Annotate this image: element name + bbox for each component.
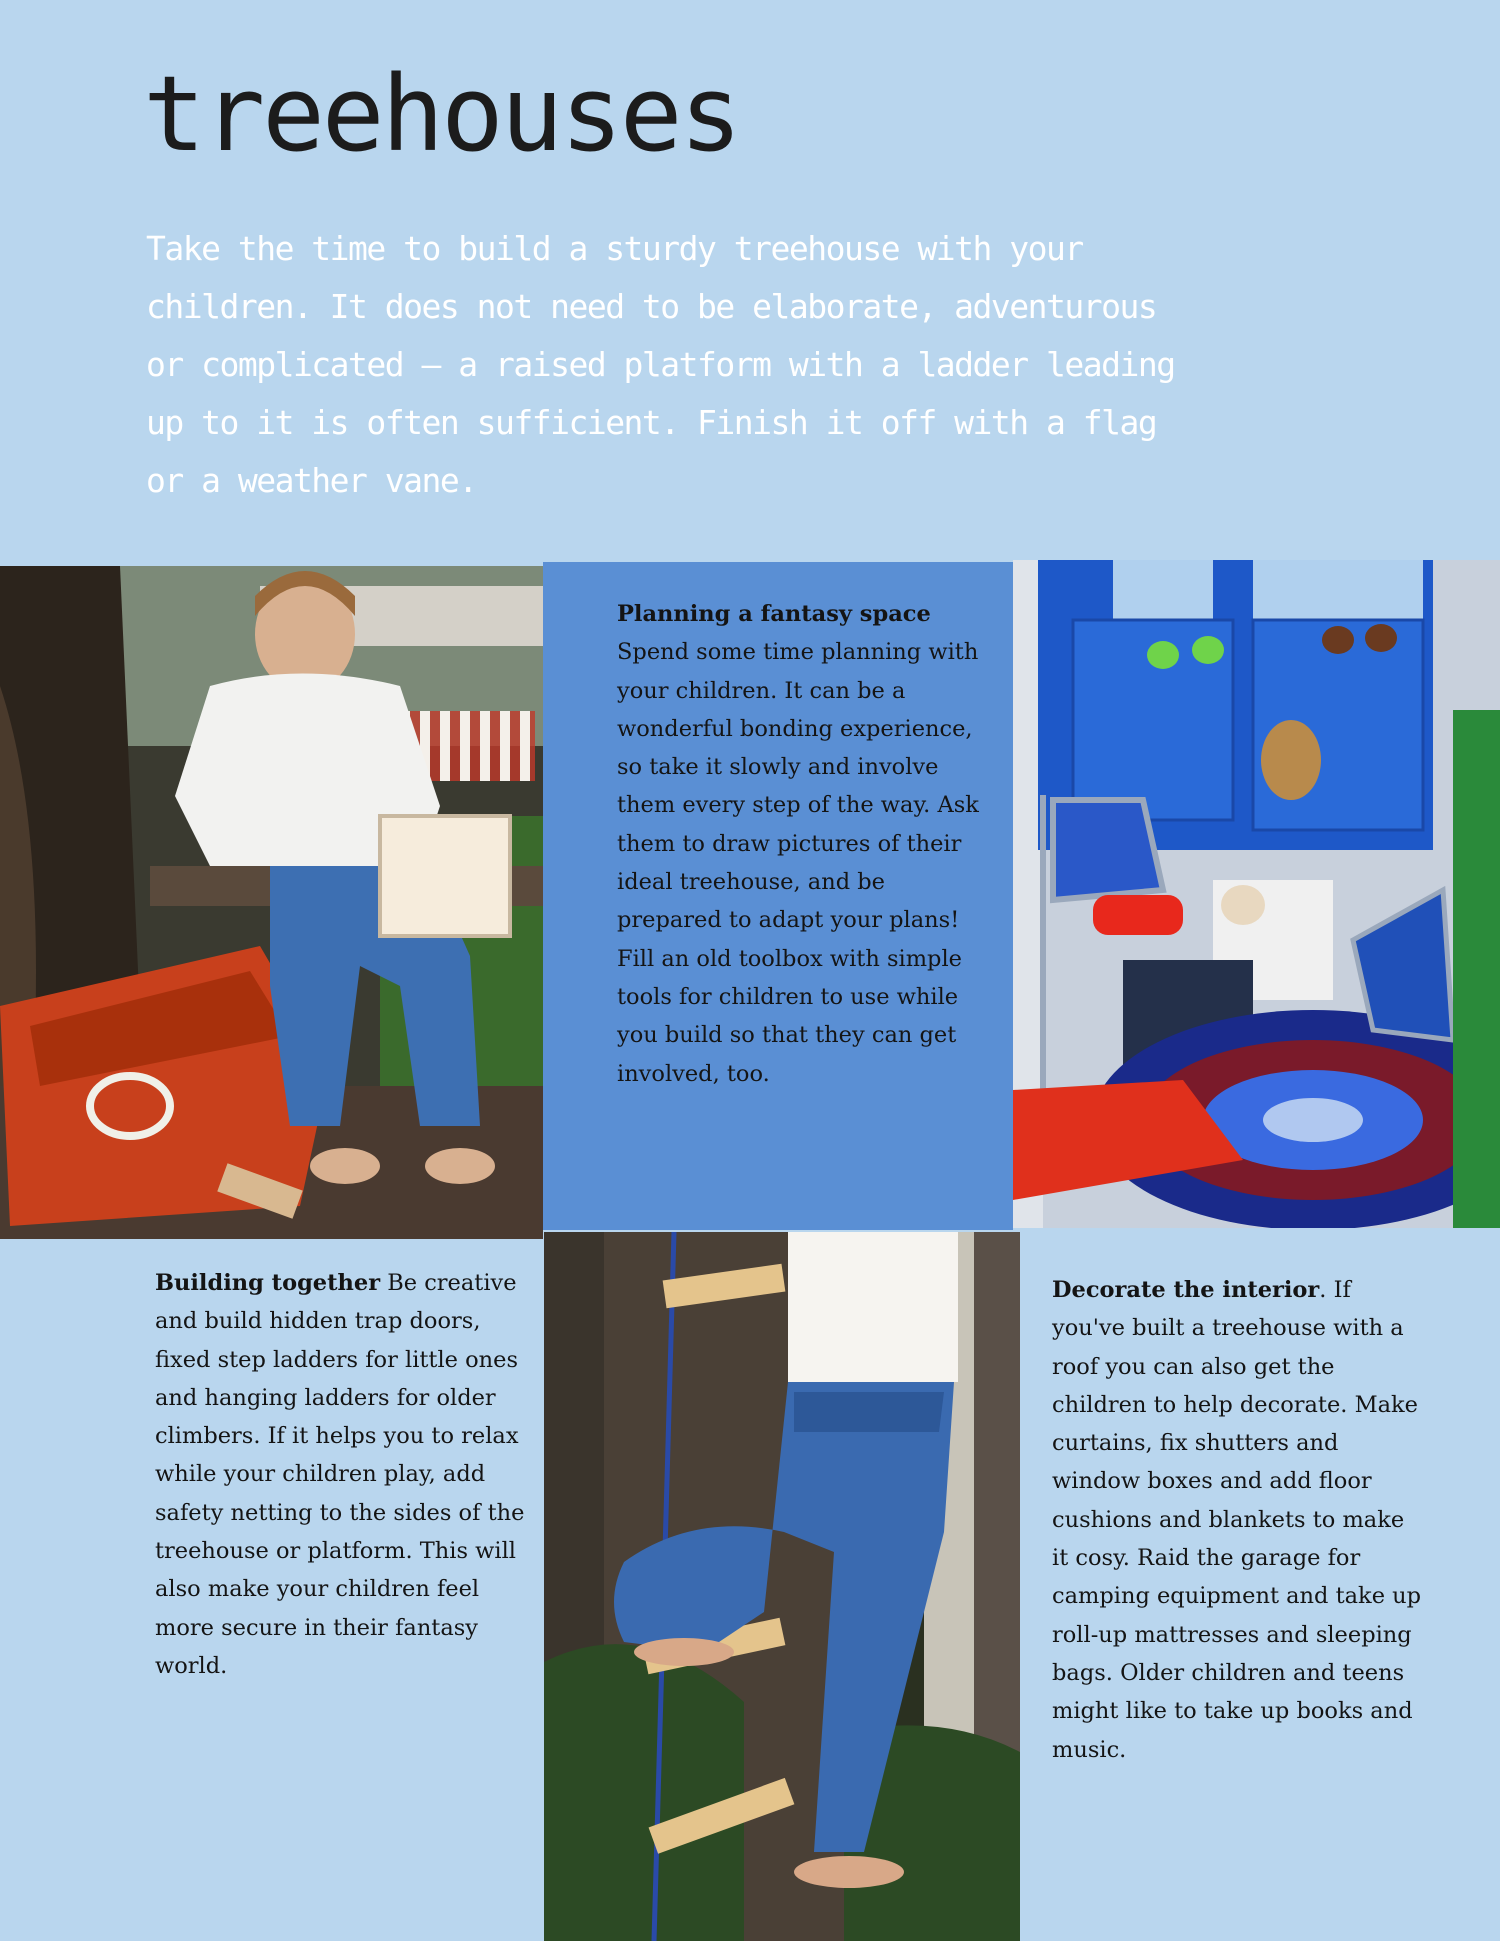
treehouse-interior-photo <box>1013 560 1500 1228</box>
boy-with-toolbox-photo <box>0 566 543 1239</box>
planning-section <box>617 595 987 1093</box>
decorate-body: . If you've built a treehouse with a roof you can also get the children to help decorate. Make curtains, fix shutters and window boxes and add floor cushions and blankets to make it cosy. Raid the garage for camping equipment and take up roll-up mattresses and sleeping bags. Older children and teens might like to take up books and music. <box>1052 1277 1422 1763</box>
intro-paragraph: Take the time to build a sturdy treehouse with your children. It does not need to be elaborate, adventurous or complicated – a raised platform with a ladder leading up to it is often sufficient. Finish it off with a flag or a weather vane. <box>146 229 1175 500</box>
building-body: Be creative and build hidden trap doors, fixed step ladders for little ones and hanging ladders for older climbers. If it helps you to relax while your children play, add safety netting to the sides of the treehouse or platform. This will also make your children feel more secure in their fantasy world. <box>155 1270 525 1679</box>
rope-ladder-climb-photo <box>544 1232 1020 1941</box>
page-title: treehouses <box>143 53 740 175</box>
decorate-heading: Decorate the interior <box>1052 1277 1320 1303</box>
building-section <box>155 1264 535 1685</box>
decorate-section <box>1052 1271 1422 1769</box>
building-heading: Building together <box>155 1270 381 1296</box>
planning-heading: Planning a fantasy space <box>617 601 931 627</box>
planning-body: Spend some time planning with your children. It can be a wonderful bonding experience, so take it slowly and involve them every step of the way. Ask them to draw pictures of their ideal treehouse, and be prepared to adapt your plans! Fill an old toolbox with simple tools for children to use while you build so that they can get involved, too. <box>617 639 979 1087</box>
